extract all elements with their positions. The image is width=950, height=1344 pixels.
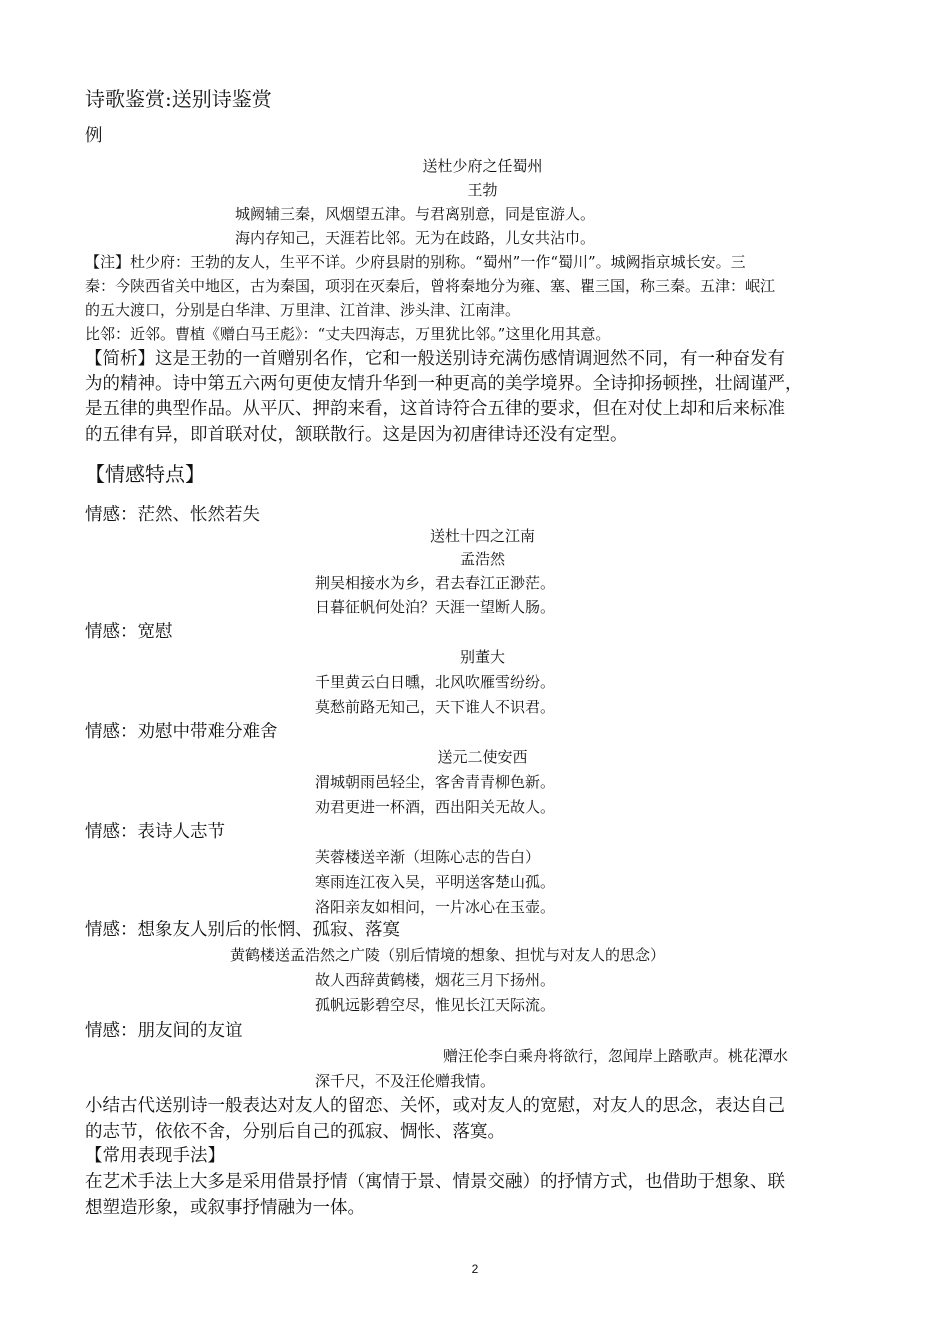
poem4-line: 渭城朝雨邑轻尘，客舍青青柳色新。 xyxy=(315,773,556,791)
poem7-line: 深千尺，不及汪伦赠我情。 xyxy=(315,1072,496,1090)
poem5-line: 洛阳亲友如相问，一片冰心在玉壶。 xyxy=(315,898,556,916)
poem1-title: 送杜少府之任蜀州 xyxy=(422,157,543,175)
poem1-author: 王勃 xyxy=(467,181,498,199)
poem6-line: 故人西辞黄鹤楼，烟花三月下扬州。 xyxy=(315,971,556,989)
emotion-label: 情感：想象友人别后的怅惘、孤寂、落寞 xyxy=(85,920,400,940)
analysis-line: 是五律的典型作品。从平仄、押韵来看，这首诗符合五律的要求，但在对仗上却和后来标准 xyxy=(85,399,785,419)
poem5-line: 寒雨连江夜入吴，平明送客楚山孤。 xyxy=(315,873,556,891)
poem2-author: 孟浩然 xyxy=(459,550,505,568)
poem7-line: 赠汪伦李白乘舟将欲行，忽闻岸上踏歌声。桃花潭水 xyxy=(443,1047,789,1065)
poem6-line: 孤帆远影碧空尽，惟见长江天际流。 xyxy=(315,996,556,1014)
example-label: 例 xyxy=(85,126,103,146)
note-line: 比邻：近邻。曹植《赠白马王彪》：“丈夫四海志，万里犹比邻。”这里化用其意。 xyxy=(85,325,611,343)
poem3-title: 别董大 xyxy=(459,648,505,666)
analysis-line: 的五律有异，即首联对仗，颔联散行。这是因为初唐律诗还没有定型。 xyxy=(85,425,628,445)
technique-line: 想塑造形象，或叙事抒情融为一体。 xyxy=(85,1198,365,1218)
summary-line: 小结古代送别诗一般表达对友人的留恋、关怀，或对友人的宽慰，对友人的思念，表达自己 xyxy=(85,1096,785,1116)
analysis-line: 为的精神。诗中第五六两句更使友情升华到一种更高的美学境界。全诗抑扬顿挫，壮阔谨严， xyxy=(85,374,803,394)
poem2-line: 日暮征帆何处泊？天涯一望断人肠。 xyxy=(315,598,556,616)
section-heading-emotion: 【情感特点】 xyxy=(85,462,205,486)
page-number: 2 xyxy=(471,1262,479,1276)
analysis-line: 【简析】这是王勃的一首赠别名作，它和一般送别诗充满伤感情调迥然不同，有一种奋发有 xyxy=(85,349,785,369)
poem5-title: 芙蓉楼送辛渐（坦陈心志的告白） xyxy=(315,848,541,866)
note-line: 【注】杜少府：王勃的友人，生平不详。少府县尉的别称。“蜀州”一作“蜀川”。城阙指京城长安。三 xyxy=(85,253,746,271)
poem6-title: 黄鹤楼送孟浩然之广陵（别后情境的想象、担忧与对友人的思念） xyxy=(230,946,666,964)
poem2-title: 送杜十四之江南 xyxy=(429,527,535,545)
technique-line: 在艺术手法上大多是采用借景抒情（寓情于景、情景交融）的抒情方式，也借助于想象、联 xyxy=(85,1172,785,1192)
page-title: 诗歌鉴赏:送别诗鉴赏 xyxy=(85,87,272,111)
section-heading-technique: 【常用表现手法】 xyxy=(85,1146,225,1166)
note-line: 秦：今陕西省关中地区，古为秦国，项羽在灭秦后，曾将秦地分为雍、塞、瞿三国，称三秦。五津：岷江 xyxy=(85,277,776,295)
poem4-title: 送元二使安西 xyxy=(437,748,528,766)
note-line: 的五大渡口，分别是白华津、万里津、江首津、涉头津、江南津。 xyxy=(85,301,521,319)
summary-line: 的志节，依依不舍，分别后自己的孤寂、惆怅、落寞。 xyxy=(85,1122,505,1142)
emotion-label: 情感：茫然、怅然若失 xyxy=(85,505,260,525)
poem2-line: 荆吴相接水为乡，君去春江正渺茫。 xyxy=(315,574,556,592)
emotion-label: 情感：劝慰中带难分难舍 xyxy=(85,722,278,742)
emotion-label: 情感：朋友间的友谊 xyxy=(85,1021,243,1041)
emotion-label: 情感：表诗人志节 xyxy=(85,822,225,842)
poem1-line: 海内存知己，天涯若比邻。无为在歧路，儿女共沾巾。 xyxy=(235,229,596,247)
poem3-line: 千里黄云白日曛，北风吹雁雪纷纷。 xyxy=(315,673,556,691)
emotion-label: 情感：宽慰 xyxy=(85,622,173,642)
poem4-line: 劝君更进一杯酒，西出阳关无故人。 xyxy=(315,798,556,816)
poem1-line: 城阙辅三秦，风烟望五津。与君离别意，同是宦游人。 xyxy=(235,205,596,223)
poem3-line: 莫愁前路无知己，天下谁人不识君。 xyxy=(315,698,556,716)
